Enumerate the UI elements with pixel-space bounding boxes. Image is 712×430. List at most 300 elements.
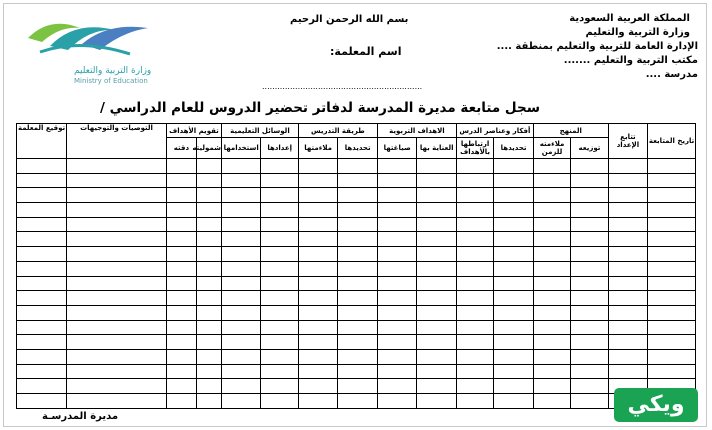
table-cell[interactable] <box>261 217 298 232</box>
header-aids: الوسائل التعليمية <box>221 124 298 138</box>
table-cell[interactable] <box>221 379 261 394</box>
table-cell[interactable] <box>456 232 493 247</box>
table-cell[interactable] <box>197 188 222 203</box>
table-cell[interactable] <box>648 217 696 232</box>
table-cell[interactable] <box>338 291 378 306</box>
table-cell[interactable] <box>197 232 222 247</box>
table-cell[interactable] <box>417 276 457 291</box>
table-cell[interactable] <box>338 261 378 276</box>
table-row <box>17 203 696 218</box>
table-cell[interactable] <box>417 349 457 364</box>
table-cell[interactable] <box>298 173 338 188</box>
table-cell[interactable] <box>166 364 196 379</box>
table-cell[interactable] <box>298 364 338 379</box>
table-cell[interactable] <box>571 232 608 247</box>
subheader-use: استخدامها <box>221 138 261 159</box>
table-cell[interactable] <box>571 276 608 291</box>
header-line-department: الإدارة العامة للتربية والتعليم بمنطقة .... <box>496 41 698 52</box>
table-cell[interactable] <box>298 261 338 276</box>
table-cell[interactable] <box>261 159 298 174</box>
table-cell[interactable] <box>197 305 222 320</box>
table-cell[interactable] <box>456 159 493 174</box>
table-cell[interactable] <box>608 320 648 335</box>
principal-label: مديرة المدرسـة <box>42 411 119 422</box>
table-header-row <box>17 124 696 138</box>
table-cell[interactable] <box>197 379 222 394</box>
table-cell[interactable] <box>338 349 378 364</box>
table-cell[interactable] <box>261 379 298 394</box>
table-cell[interactable] <box>221 188 261 203</box>
table-cell[interactable] <box>494 320 534 335</box>
table-cell[interactable] <box>298 349 338 364</box>
table-row <box>17 349 696 364</box>
table-cell[interactable] <box>166 232 196 247</box>
table-cell[interactable] <box>67 173 167 188</box>
table-cell[interactable] <box>377 188 417 203</box>
table-cell[interactable] <box>494 217 534 232</box>
table-cell[interactable] <box>648 188 696 203</box>
table-cell[interactable] <box>67 291 167 306</box>
table-cell[interactable] <box>298 203 338 218</box>
table-cell[interactable] <box>17 261 67 276</box>
table-cell[interactable] <box>166 305 196 320</box>
table-cell[interactable] <box>197 247 222 262</box>
table-cell[interactable] <box>571 217 608 232</box>
table-cell[interactable] <box>417 232 457 247</box>
table-cell[interactable] <box>261 320 298 335</box>
table-cell[interactable] <box>608 159 648 174</box>
table-cell[interactable] <box>197 203 222 218</box>
table-cell[interactable] <box>166 261 196 276</box>
table-cell[interactable] <box>261 305 298 320</box>
table-cell[interactable] <box>67 232 167 247</box>
table-cell[interactable] <box>377 364 417 379</box>
table-cell[interactable] <box>221 394 261 409</box>
subheader-link-goals: ارتباطها بالأهداف <box>456 138 493 159</box>
table-cell[interactable] <box>494 232 534 247</box>
table-cell[interactable] <box>17 379 67 394</box>
table-cell[interactable] <box>221 364 261 379</box>
table-cell[interactable] <box>533 379 570 394</box>
table-cell[interactable] <box>648 261 696 276</box>
table-cell[interactable] <box>338 394 378 409</box>
table-cell[interactable] <box>221 261 261 276</box>
table-cell[interactable] <box>377 320 417 335</box>
table-cell[interactable] <box>67 203 167 218</box>
table-cell[interactable] <box>571 261 608 276</box>
table-cell[interactable] <box>608 217 648 232</box>
table-cell[interactable] <box>648 247 696 262</box>
table-cell[interactable] <box>417 217 457 232</box>
table-cell[interactable] <box>338 247 378 262</box>
table-cell[interactable] <box>261 188 298 203</box>
table-cell[interactable] <box>298 217 338 232</box>
table-cell[interactable] <box>648 232 696 247</box>
table-cell[interactable] <box>221 159 261 174</box>
table-cell[interactable] <box>221 173 261 188</box>
table-cell[interactable] <box>417 305 457 320</box>
table-cell[interactable] <box>67 159 167 174</box>
table-cell[interactable] <box>221 203 261 218</box>
table-cell[interactable] <box>166 159 196 174</box>
table-cell[interactable] <box>197 217 222 232</box>
table-cell[interactable] <box>417 379 457 394</box>
table-cell[interactable] <box>166 349 196 364</box>
table-cell[interactable] <box>298 188 338 203</box>
table-cell[interactable] <box>533 203 570 218</box>
table-cell[interactable] <box>298 320 338 335</box>
table-row <box>17 276 696 291</box>
table-cell[interactable] <box>221 349 261 364</box>
table-cell[interactable] <box>221 320 261 335</box>
table-cell[interactable] <box>648 173 696 188</box>
table-cell[interactable] <box>67 379 167 394</box>
table-cell[interactable] <box>608 364 648 379</box>
table-cell[interactable] <box>456 217 493 232</box>
table-cell[interactable] <box>377 305 417 320</box>
table-cell[interactable] <box>417 394 457 409</box>
table-cell[interactable] <box>571 188 608 203</box>
logo-english-text: Ministry of Education <box>74 77 148 85</box>
table-cell[interactable] <box>456 349 493 364</box>
table-cell[interactable] <box>377 261 417 276</box>
table-cell[interactable] <box>533 305 570 320</box>
table-cell[interactable] <box>533 188 570 203</box>
table-cell[interactable] <box>261 173 298 188</box>
table-cell[interactable] <box>608 305 648 320</box>
table-cell[interactable] <box>456 305 493 320</box>
table-cell[interactable] <box>338 335 378 350</box>
table-cell[interactable] <box>494 276 534 291</box>
table-cell[interactable] <box>67 335 167 350</box>
table-cell[interactable] <box>494 247 534 262</box>
table-row <box>17 379 696 394</box>
table-cell[interactable] <box>338 173 378 188</box>
table-cell[interactable] <box>197 335 222 350</box>
table-cell[interactable] <box>571 291 608 306</box>
table-cell[interactable] <box>67 305 167 320</box>
table-cell[interactable] <box>417 203 457 218</box>
table-cell[interactable] <box>648 291 696 306</box>
table-cell[interactable] <box>417 364 457 379</box>
table-cell[interactable] <box>261 349 298 364</box>
table-cell[interactable] <box>571 203 608 218</box>
table-cell[interactable] <box>221 291 261 306</box>
table-cell[interactable] <box>166 291 196 306</box>
table-cell[interactable] <box>17 349 67 364</box>
table-cell[interactable] <box>221 232 261 247</box>
table-cell[interactable] <box>494 335 534 350</box>
table-cell[interactable] <box>571 349 608 364</box>
table-cell[interactable] <box>338 305 378 320</box>
table-cell[interactable] <box>533 349 570 364</box>
table-cell[interactable] <box>377 394 417 409</box>
table-cell[interactable] <box>494 203 534 218</box>
table-cell[interactable] <box>571 247 608 262</box>
table-cell[interactable] <box>608 203 648 218</box>
table-cell[interactable] <box>261 276 298 291</box>
table-cell[interactable] <box>417 335 457 350</box>
table-cell[interactable] <box>197 173 222 188</box>
table-cell[interactable] <box>377 217 417 232</box>
table-cell[interactable] <box>166 394 196 409</box>
table-cell[interactable] <box>494 291 534 306</box>
header-line-ministry: وزارة التربية والتعليم <box>585 27 690 38</box>
table-cell[interactable] <box>608 335 648 350</box>
table-cell[interactable] <box>377 335 417 350</box>
table-cell[interactable] <box>17 320 67 335</box>
table-cell[interactable] <box>197 276 222 291</box>
table-cell[interactable] <box>166 188 196 203</box>
table-cell[interactable] <box>417 291 457 306</box>
table-cell[interactable] <box>166 379 196 394</box>
table-cell[interactable] <box>494 188 534 203</box>
table-cell[interactable] <box>417 247 457 262</box>
table-cell[interactable] <box>417 159 457 174</box>
table-cell[interactable] <box>377 247 417 262</box>
table-cell[interactable] <box>456 394 493 409</box>
table-cell[interactable] <box>456 276 493 291</box>
table-cell[interactable] <box>456 379 493 394</box>
table-cell[interactable] <box>197 320 222 335</box>
table-cell[interactable] <box>17 247 67 262</box>
table-cell[interactable] <box>298 159 338 174</box>
table-cell[interactable] <box>338 217 378 232</box>
table-cell[interactable] <box>417 188 457 203</box>
table-cell[interactable] <box>67 247 167 262</box>
table-cell[interactable] <box>338 188 378 203</box>
table-cell[interactable] <box>338 203 378 218</box>
table-cell[interactable] <box>166 203 196 218</box>
table-cell[interactable] <box>261 335 298 350</box>
table-cell[interactable] <box>221 276 261 291</box>
table-cell[interactable] <box>67 364 167 379</box>
table-cell[interactable] <box>456 320 493 335</box>
table-cell[interactable] <box>533 173 570 188</box>
table-cell[interactable] <box>648 203 696 218</box>
header-prep-continuity: تتابع الإعداد <box>608 124 648 159</box>
table-cell[interactable] <box>533 276 570 291</box>
table-cell[interactable] <box>17 305 67 320</box>
table-cell[interactable] <box>17 188 67 203</box>
table-cell[interactable] <box>377 379 417 394</box>
table-cell[interactable] <box>166 217 196 232</box>
table-cell[interactable] <box>197 261 222 276</box>
table-cell[interactable] <box>197 349 222 364</box>
table-cell[interactable] <box>533 291 570 306</box>
table-cell[interactable] <box>608 247 648 262</box>
table-row <box>17 173 696 188</box>
table-cell[interactable] <box>608 276 648 291</box>
table-row <box>17 261 696 276</box>
table-cell[interactable] <box>608 188 648 203</box>
table-cell[interactable] <box>494 305 534 320</box>
table-cell[interactable] <box>417 261 457 276</box>
header-right-block <box>496 12 698 82</box>
table-cell[interactable] <box>298 394 338 409</box>
table-cell[interactable] <box>17 276 67 291</box>
table-cell[interactable] <box>377 159 417 174</box>
table-cell[interactable] <box>571 335 608 350</box>
table-cell[interactable] <box>494 261 534 276</box>
table-cell[interactable] <box>261 394 298 409</box>
table-cell[interactable] <box>197 394 222 409</box>
table-cell[interactable] <box>166 173 196 188</box>
table-cell[interactable] <box>261 364 298 379</box>
header-line-office: مكتب التربية والتعليم ....... <box>563 55 698 66</box>
table-cell[interactable] <box>533 335 570 350</box>
brand-badge: ويكي <box>614 388 698 422</box>
table-cell[interactable] <box>377 276 417 291</box>
table-cell[interactable] <box>377 173 417 188</box>
table-cell[interactable] <box>338 159 378 174</box>
header-followup-date: تاريخ المتابعة <box>648 124 696 159</box>
table-cell[interactable] <box>533 364 570 379</box>
table-cell[interactable] <box>298 276 338 291</box>
table-cell[interactable] <box>494 379 534 394</box>
table-cell[interactable] <box>648 276 696 291</box>
table-cell[interactable] <box>456 188 493 203</box>
table-cell[interactable] <box>494 349 534 364</box>
table-cell[interactable] <box>17 335 67 350</box>
table-cell[interactable] <box>608 261 648 276</box>
table-cell[interactable] <box>533 320 570 335</box>
table-cell[interactable] <box>261 261 298 276</box>
table-cell[interactable] <box>17 173 67 188</box>
table-cell[interactable] <box>494 394 534 409</box>
table-cell[interactable] <box>571 173 608 188</box>
table-cell[interactable] <box>456 291 493 306</box>
table-cell[interactable] <box>17 203 67 218</box>
table-cell[interactable] <box>377 291 417 306</box>
table-cell[interactable] <box>571 305 608 320</box>
table-cell[interactable] <box>221 247 261 262</box>
table-cell[interactable] <box>166 335 196 350</box>
table-row <box>17 394 696 409</box>
table-cell[interactable] <box>17 232 67 247</box>
subheader-time-fit: ملاءمته للزمن <box>533 138 570 159</box>
header-teacher-signature: توقيع المعلمة <box>17 124 67 159</box>
table-row <box>17 188 696 203</box>
table-cell[interactable] <box>338 232 378 247</box>
table-cell[interactable] <box>533 232 570 247</box>
header-goal-eval: تقويم الأهداف <box>166 124 221 138</box>
table-cell[interactable] <box>456 335 493 350</box>
table-cell[interactable] <box>17 159 67 174</box>
table-cell[interactable] <box>261 203 298 218</box>
table-cell[interactable] <box>17 364 67 379</box>
table-cell[interactable] <box>298 291 338 306</box>
table-cell[interactable] <box>377 203 417 218</box>
table-cell[interactable] <box>221 217 261 232</box>
table-cell[interactable] <box>166 276 196 291</box>
subheader-preparation: إعدادها <box>261 138 298 159</box>
table-row <box>17 320 696 335</box>
table-cell[interactable] <box>67 394 167 409</box>
table-cell[interactable] <box>608 232 648 247</box>
table-cell[interactable] <box>648 349 696 364</box>
table-cell[interactable] <box>648 159 696 174</box>
table-cell[interactable] <box>648 335 696 350</box>
table-cell[interactable] <box>533 217 570 232</box>
table-cell[interactable] <box>67 217 167 232</box>
table-cell[interactable] <box>494 159 534 174</box>
table-cell[interactable] <box>456 261 493 276</box>
table-cell[interactable] <box>298 247 338 262</box>
table-cell[interactable] <box>221 305 261 320</box>
table-cell[interactable] <box>533 394 570 409</box>
table-cell[interactable] <box>261 291 298 306</box>
table-cell[interactable] <box>571 364 608 379</box>
table-cell[interactable] <box>608 173 648 188</box>
table-cell[interactable] <box>456 173 493 188</box>
table-cell[interactable] <box>338 379 378 394</box>
table-cell[interactable] <box>494 173 534 188</box>
table-cell[interactable] <box>648 320 696 335</box>
table-cell[interactable] <box>298 379 338 394</box>
table-cell[interactable] <box>67 320 167 335</box>
table-cell[interactable] <box>571 159 608 174</box>
table-cell[interactable] <box>608 349 648 364</box>
table-cell[interactable] <box>417 173 457 188</box>
table-cell[interactable] <box>571 394 608 409</box>
table-cell[interactable] <box>261 232 298 247</box>
table-cell[interactable] <box>166 320 196 335</box>
table-cell[interactable] <box>533 247 570 262</box>
table-cell[interactable] <box>648 305 696 320</box>
table-row <box>17 247 696 262</box>
table-cell[interactable] <box>338 276 378 291</box>
table-cell[interactable] <box>338 320 378 335</box>
table-cell[interactable] <box>221 335 261 350</box>
table-cell[interactable] <box>166 247 196 262</box>
table-cell[interactable] <box>298 305 338 320</box>
table-cell[interactable] <box>456 203 493 218</box>
table-cell[interactable] <box>67 261 167 276</box>
table-cell[interactable] <box>608 291 648 306</box>
table-cell[interactable] <box>261 247 298 262</box>
table-cell[interactable] <box>17 217 67 232</box>
table-cell[interactable] <box>456 247 493 262</box>
table-cell[interactable] <box>67 188 167 203</box>
table-cell[interactable] <box>377 232 417 247</box>
table-cell[interactable] <box>17 291 67 306</box>
table-cell[interactable] <box>17 394 67 409</box>
table-cell[interactable] <box>533 159 570 174</box>
table-cell[interactable] <box>197 159 222 174</box>
table-cell[interactable] <box>533 261 570 276</box>
header-teaching-method: طريقة التدريس <box>298 124 377 138</box>
table-cell[interactable] <box>648 364 696 379</box>
table-cell[interactable] <box>197 291 222 306</box>
table-cell[interactable] <box>197 364 222 379</box>
table-cell[interactable] <box>456 364 493 379</box>
subheader-method-defined: تحديدها <box>338 138 378 159</box>
table-cell[interactable] <box>298 232 338 247</box>
table-cell[interactable] <box>417 320 457 335</box>
table-cell[interactable] <box>571 320 608 335</box>
table-cell[interactable] <box>67 276 167 291</box>
table-cell[interactable] <box>571 379 608 394</box>
table-cell[interactable] <box>338 364 378 379</box>
subheader-accuracy: دقته <box>166 138 196 159</box>
table-cell[interactable] <box>298 335 338 350</box>
table-cell[interactable] <box>377 349 417 364</box>
table-cell[interactable] <box>494 364 534 379</box>
header-lesson-ideas: أفكار وعناصر الدرس <box>456 124 533 138</box>
header-curriculum: المنهج <box>533 124 608 138</box>
table-cell[interactable] <box>67 349 167 364</box>
